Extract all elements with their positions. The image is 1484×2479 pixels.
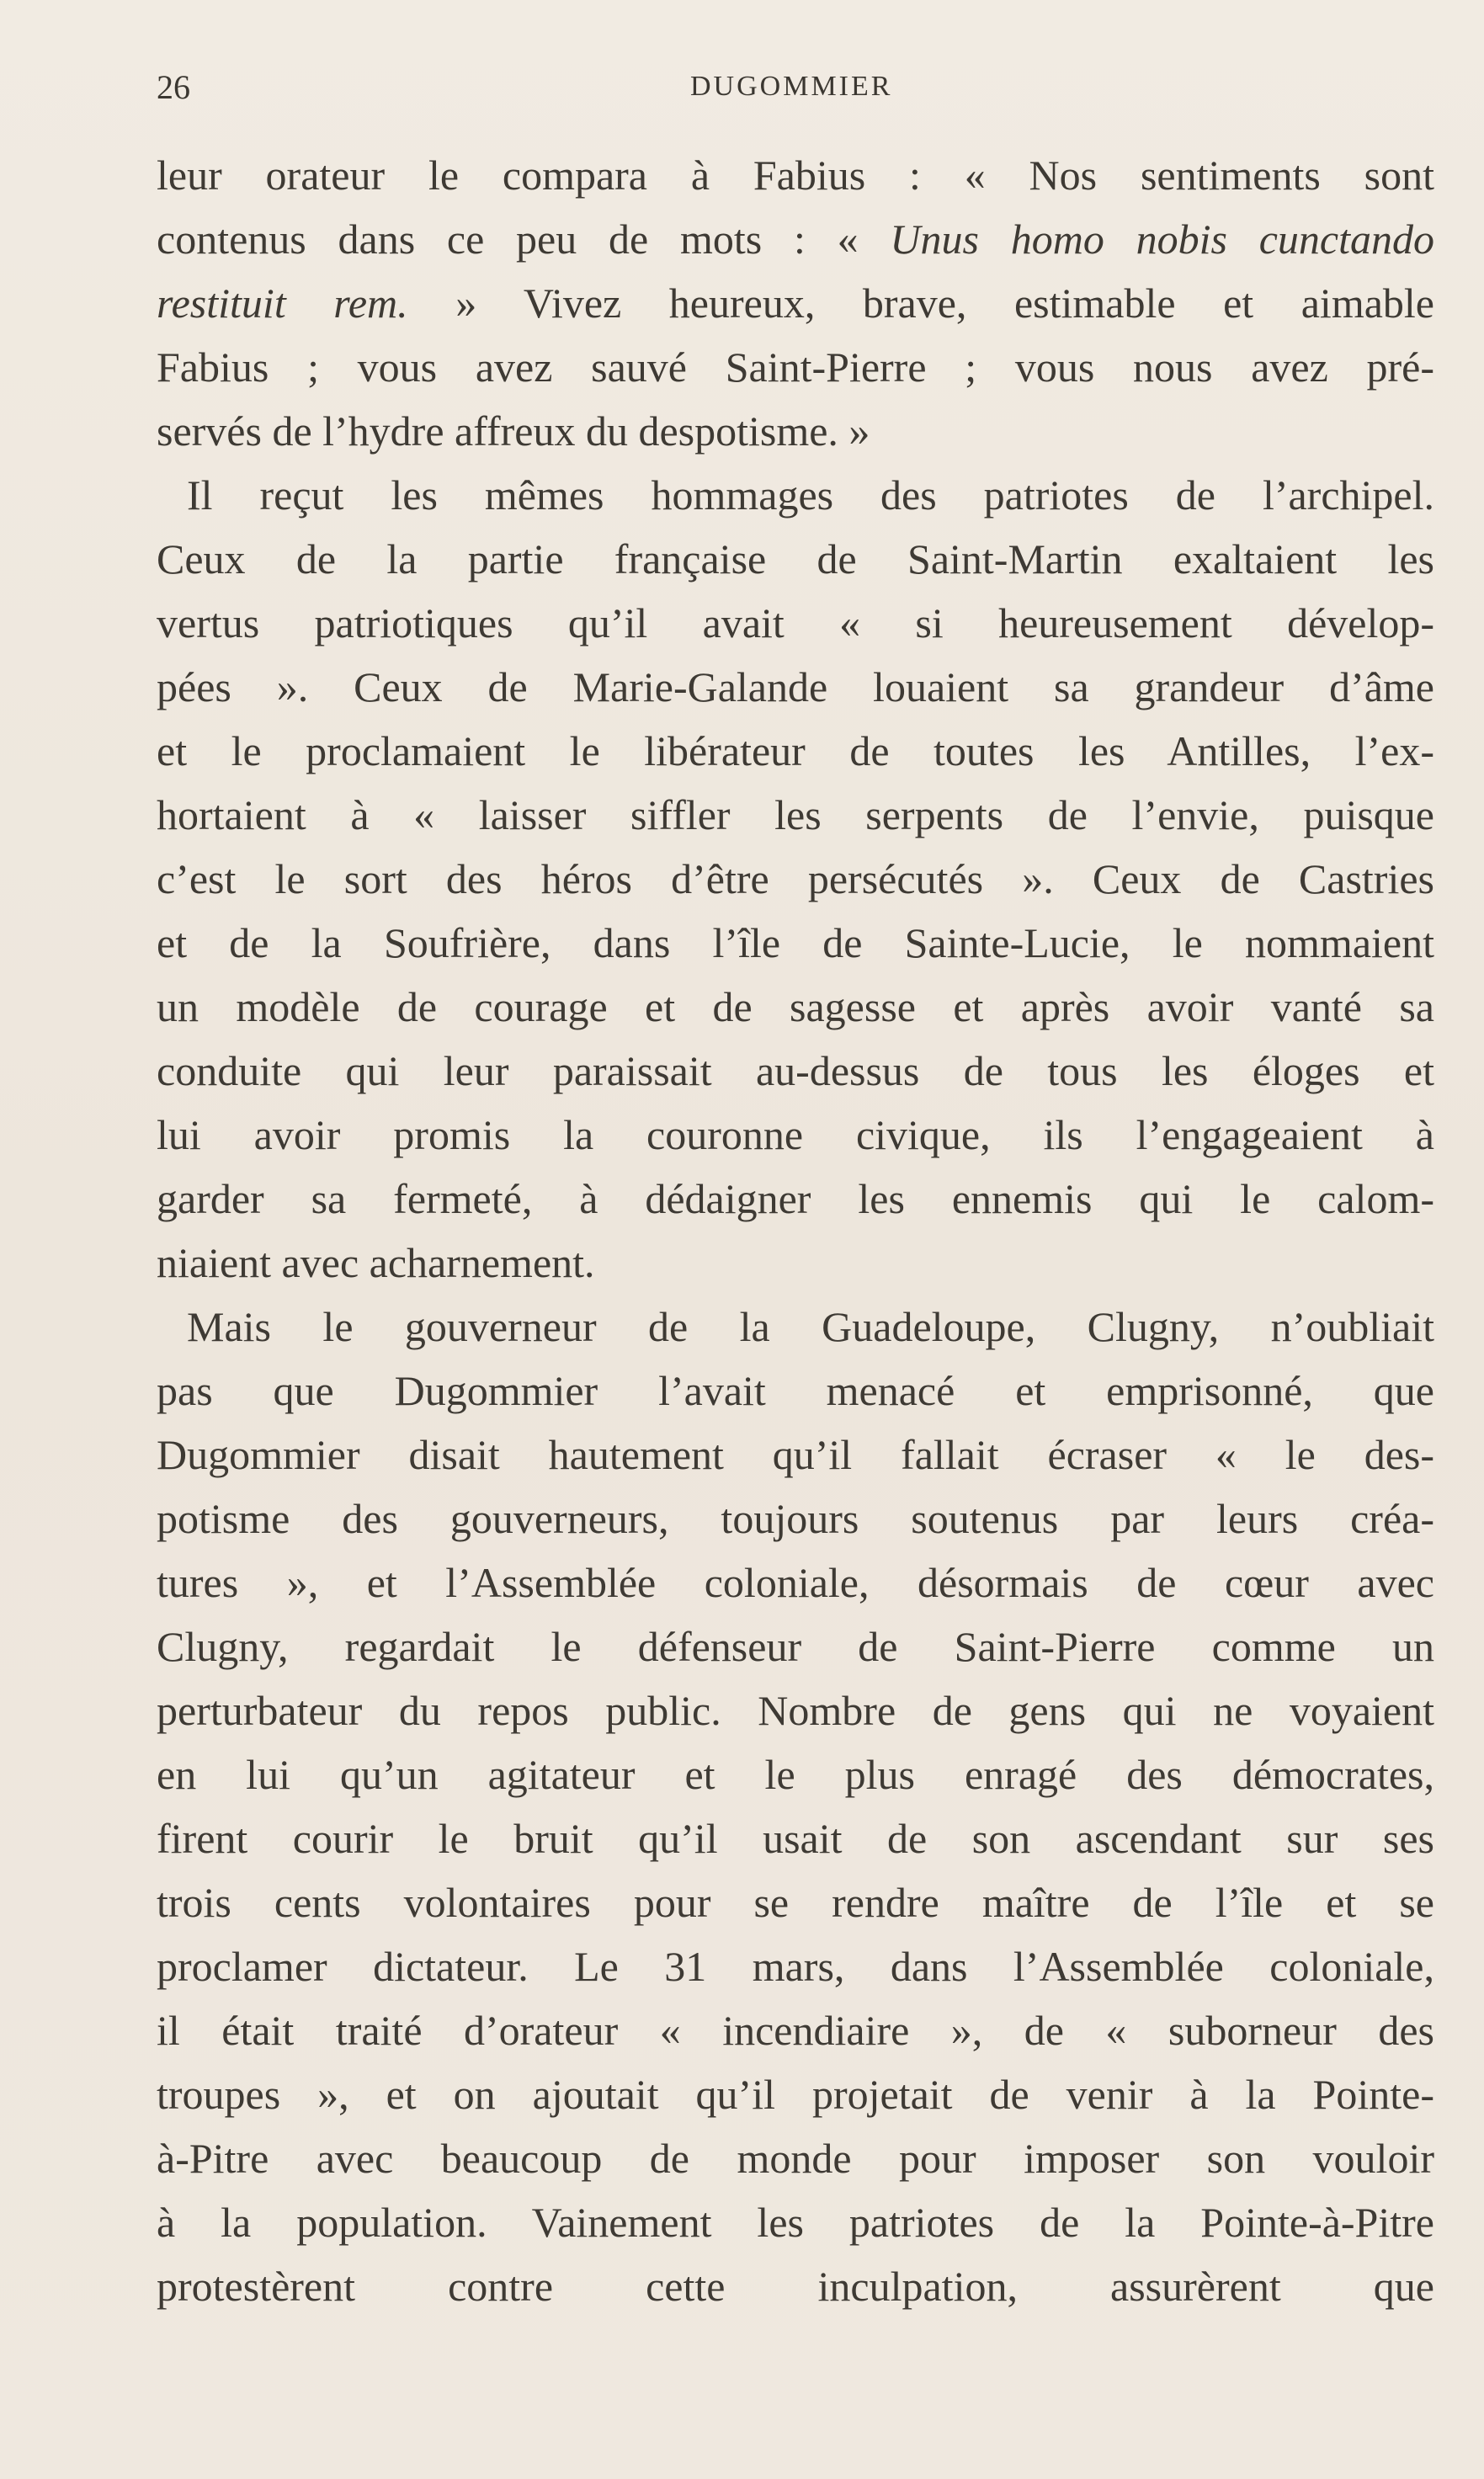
text-line: contenus dans ce peu de mots : « Unus homo nobis cunctando xyxy=(157,215,1434,263)
paragraph-start-line: Il reçut les mêmes hommages des patriotes de l’archipel. xyxy=(187,471,1434,519)
text-line: lui avoir promis la couronne civique, ils l’engageaient à xyxy=(157,1111,1434,1158)
text-line: Ceux de la partie française de Saint-Martin exaltaient les xyxy=(157,535,1434,583)
text-line: Fabius ; vous avez sauvé Saint-Pierre ; vous nous avez pré- xyxy=(157,343,1434,391)
text-line: et de la Soufrière, dans l’île de Sainte-Lucie, le nommaient xyxy=(157,919,1434,966)
latin-quote-end: restituit rem. xyxy=(157,279,408,327)
text-line: conduite qui leur paraissait au-dessus de tous les éloges et xyxy=(157,1047,1434,1094)
text-line: hortaient à « laisser siffler les serpents de l’envie, puisque xyxy=(157,791,1434,838)
text-line: en lui qu’un agitateur et le plus enragé des démocrates, xyxy=(157,1751,1434,1798)
text-line: troupes », et on ajoutait qu’il projetait de venir à la Pointe- xyxy=(157,2071,1434,2118)
text-line: pées ». Ceux de Marie-Galande louaient sa grandeur d’âme xyxy=(157,663,1434,710)
text-line: trois cents volontaires pour se rendre maître de l’île et se xyxy=(157,1879,1434,1926)
text-line: Clugny, regardait le défenseur de Saint-Pierre comme un xyxy=(157,1623,1434,1670)
text-line: restituit rem. » Vivez heureux, brave, estimable et aimable xyxy=(157,279,1434,327)
text-line: Dugommier disait hautement qu’il fallait écraser « le des- xyxy=(157,1431,1434,1478)
text-line: firent courir le bruit qu’il usait de son ascendant sur ses xyxy=(157,1815,1434,1862)
page-header xyxy=(157,67,1428,108)
text-line: il était traité d’orateur « incendiaire », de « suborneur des xyxy=(157,2007,1434,2054)
text-line: c’est le sort des héros d’être persécutés ». Ceux de Castries xyxy=(157,855,1434,902)
text-line: proclamer dictateur. Le 31 mars, dans l’Assemblée coloniale, xyxy=(157,1943,1434,1990)
text-line: tures », et l’Assemblée coloniale, désormais de cœur avec xyxy=(157,1559,1434,1606)
text-line: un modèle de courage et de sagesse et après avoir vanté sa xyxy=(157,983,1434,1030)
text-line: et le proclamaient le libérateur de toutes les Antilles, l’ex- xyxy=(157,727,1434,774)
text-line: leur orateur le compara à Fabius : « Nos sentiments sont xyxy=(157,152,1434,199)
text-line: servés de l’hydre affreux du despotisme. » xyxy=(157,407,870,455)
page-number: 26 xyxy=(157,68,190,106)
text-line: à-Pitre avec beaucoup de monde pour imposer son vouloir xyxy=(157,2135,1434,2182)
running-head: DUGOMMIER xyxy=(690,71,893,102)
text-line: pas que Dugommier l’avait menacé et emprisonné, que xyxy=(157,1367,1434,1414)
text-line: à la population. Vainement les patriotes de la Pointe-à-Pitre xyxy=(157,2199,1434,2246)
text-line: vertus patriotiques qu’il avait « si heureusement dévelop- xyxy=(157,599,1434,646)
latin-quote: Unus homo nobis cunctando xyxy=(890,215,1434,263)
text-line: perturbateur du repos public. Nombre de gens qui ne voyaient xyxy=(157,1687,1434,1734)
text-line: protestèrent contre cette inculpation, assurèrent que xyxy=(157,2263,1434,2310)
text-line: niaient avec acharnement. xyxy=(157,1239,595,1286)
text-line: potisme des gouverneurs, toujours soutenus par leurs créa- xyxy=(157,1495,1434,1542)
body-text xyxy=(157,143,1434,2318)
paragraph-start-line: Mais le gouverneur de la Guadeloupe, Clugny, n’oubliait xyxy=(187,1303,1434,1350)
text-line: garder sa fermeté, à dédaigner les ennemis qui le calom- xyxy=(157,1175,1434,1222)
